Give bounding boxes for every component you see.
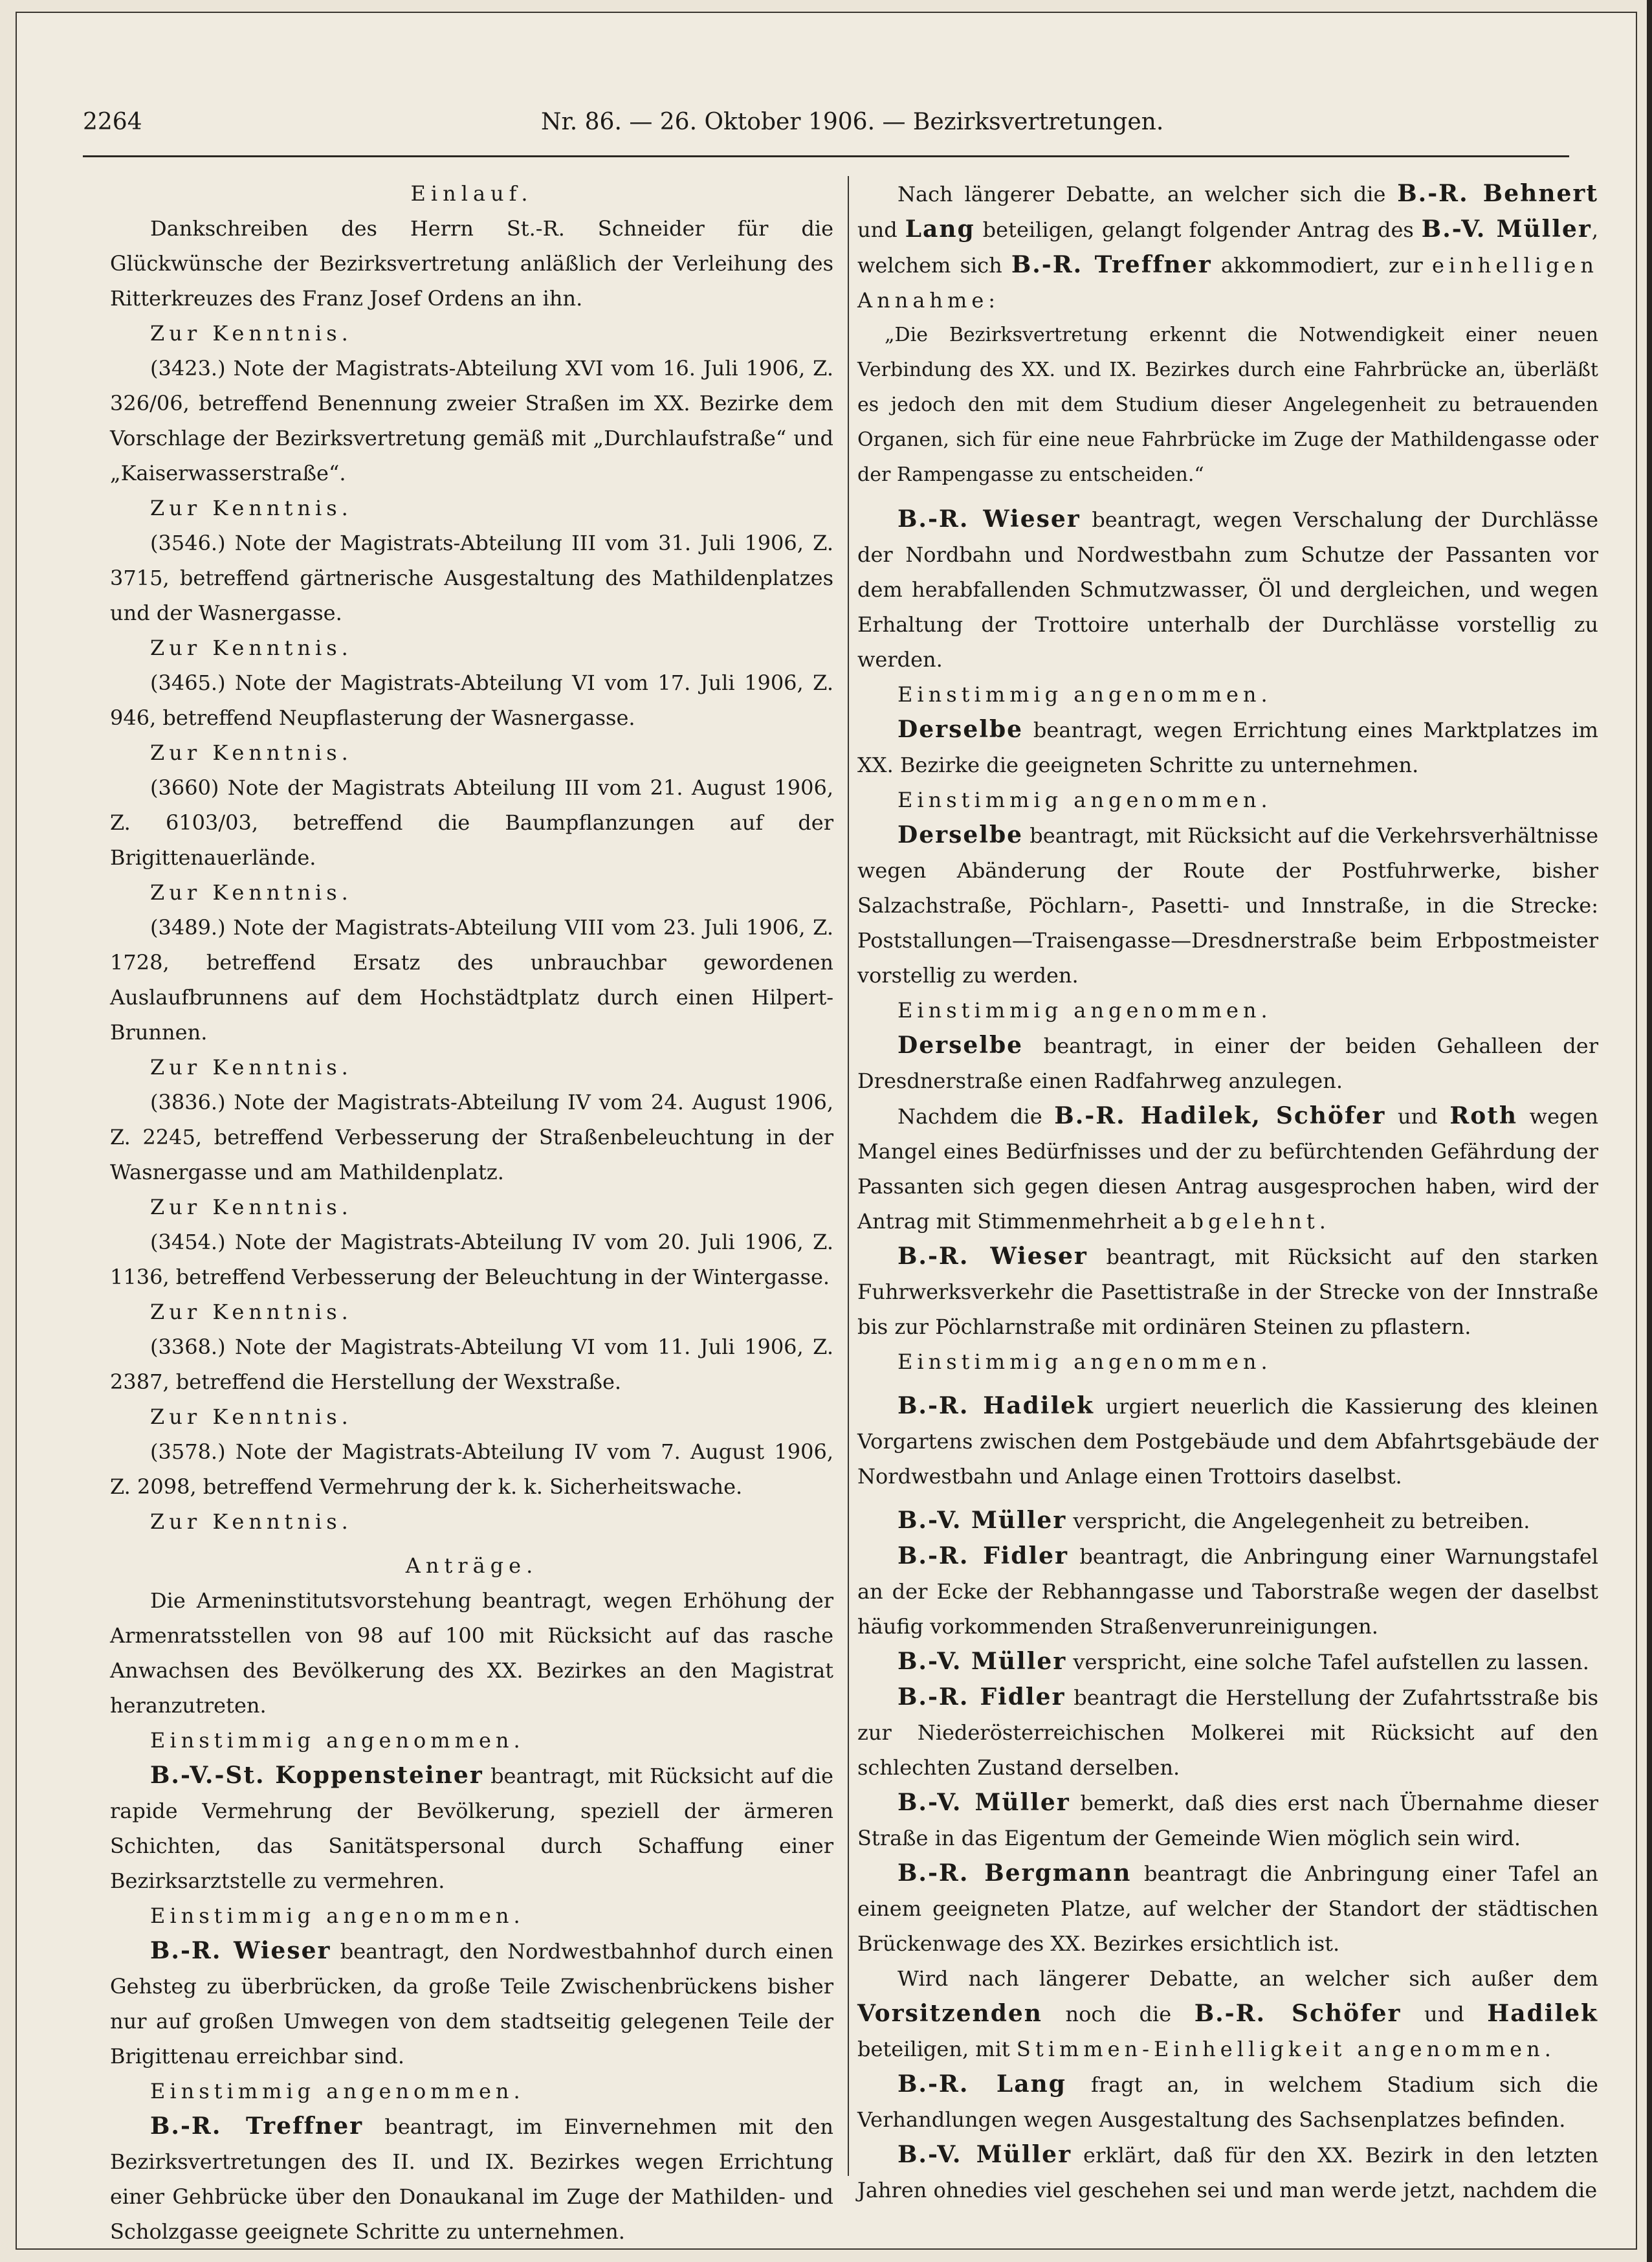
antrag-brueckenwage bbox=[857, 1856, 1598, 1961]
scan-edge bbox=[1647, 0, 1652, 2262]
text-run: und bbox=[857, 217, 905, 242]
antrag-text: beantragt, mit Rücksicht auf die rapide Vermehrung der Bevölkerung, speziell der ärmeren Schichten, das Sanitätspersonal durch Schaffung einer Bezirksarztstelle zu vermehren. bbox=[110, 1764, 833, 1893]
speaker-name: B.-R. Treffner bbox=[150, 2112, 364, 2140]
result-line: Einstimmig angenommen. bbox=[898, 1349, 1272, 1374]
antrag-text: beantragt, wegen Verschalung der Durchlässe der Nordbahn und Nordwestbahn zum Schutze der Passanten vor dem herabfallenden Schmutzwasser, Öl und dergleichen, und wegen Erhaltung der Trottoire unterhalb der Durchlässe vorstellig zu werden. bbox=[857, 507, 1599, 672]
text-run: Nachdem die bbox=[898, 1104, 1055, 1129]
text-run: beteiligen, gelangt folgender Antrag des bbox=[975, 217, 1422, 242]
antrag-radfahrweg bbox=[857, 1028, 1598, 1098]
left-column bbox=[110, 176, 833, 2249]
text-run: noch die bbox=[1042, 2002, 1195, 2026]
kenntnis-line: Zur Kenntnis. bbox=[150, 1509, 353, 1534]
note-3660: (3660) Note der Magistrats Abteilung III vom 21. August 1906, Z. 6103/03, betreffend die Baumpflanzungen auf der Brigittenauerlände. bbox=[110, 775, 833, 870]
result-line: Einstimmig angenommen. bbox=[150, 1728, 525, 1753]
result-spaced: abgelehnt. bbox=[1173, 1209, 1330, 1234]
kenntnis-line: Zur Kenntnis. bbox=[150, 740, 353, 765]
speaker-name: B.-R. Wieser bbox=[898, 505, 1081, 533]
speaker-name: B.-R. Bergmann bbox=[898, 1859, 1132, 1887]
abstimmung-brueckenwage bbox=[857, 1961, 1598, 2067]
kenntnis-line: Zur Kenntnis. bbox=[150, 496, 353, 520]
debatte-fahrbruecke bbox=[857, 176, 1598, 318]
speaker-name: Lang bbox=[905, 216, 975, 243]
antrag-text: beantragt, im Einvernehmen mit den Bezirksvertretungen des II. und IX. Bezirkes wegen Errichtung einer Gehbrücke über den Donaukanal im Zuge der Mathilden- und Scholzgasse geeignete Schritte zu unternehmen. bbox=[110, 2114, 834, 2244]
result-line: Einstimmig angenommen. bbox=[150, 2079, 525, 2103]
speaker-name: B.-R. Treffner bbox=[1011, 251, 1212, 278]
speaker-name: B.-R. Behnert bbox=[1397, 180, 1598, 207]
result-line: Einstimmig angenommen. bbox=[898, 788, 1272, 812]
result-line: Einstimmig angenommen. bbox=[150, 1903, 525, 1928]
antrag-text: beantragt, den Nordwestbahnhof durch einen Gehsteg zu überbrücken, da große Teile Zwischenbrückens bisher nur auf großen Umwegen von dem stadtseitig gelegenen Teile der Brigittenau erreichbar sind. bbox=[110, 1939, 834, 2068]
antrag-text: verspricht, die Angelegenheit zu betreiben. bbox=[1066, 1509, 1530, 1533]
antrag-text: verspricht, eine solche Tafel aufstellen zu lassen. bbox=[1066, 1650, 1589, 1674]
running-head: Nr. 86. — 26. Oktober 1906. — Bezirksvertretungen. bbox=[541, 109, 1164, 135]
antrag-text: beantragt, in einer der beiden Gehalleen der Dresdnerstraße einen Radfahrweg anzulegen. bbox=[857, 1034, 1598, 1093]
antrag-text: bemerkt, daß dies erst nach Übernahme dieser Straße in das Eigentum der Gemeinde Wien möglich sein wird. bbox=[857, 1791, 1599, 1850]
antrag-warnungstafel bbox=[857, 1538, 1598, 1644]
text-run: beteiligen, mit bbox=[857, 2037, 1017, 2061]
kenntnis-line: Zur Kenntnis. bbox=[150, 1195, 353, 1219]
speaker-name: B.-V. Müller bbox=[898, 1648, 1067, 1675]
speaker-name: B.-V. Müller bbox=[898, 1789, 1070, 1816]
speaker-name: B.-V.-St. Koppensteiner bbox=[150, 1762, 483, 1789]
antrag-armeninstitut: Die Armeninstitutsvorstehung beantragt, wegen Erhöhung der Armenratsstellen von 98 auf 100 mit Rücksicht auf das rasche Anwachsen des Bevölkerung des XX. Bezirkes an den Magistrat heranzutreten. bbox=[110, 1588, 833, 1718]
speaker-name: Hadilek bbox=[1487, 2000, 1598, 2027]
text-run: Wird nach längerer Debatte, an welcher sich außer dem bbox=[898, 1966, 1598, 1991]
speaker-name: B.-R. Hadilek bbox=[898, 1392, 1094, 1419]
right-column bbox=[857, 176, 1598, 2208]
note-3836: (3836.) Note der Magistrats-Abteilung IV vom 24. August 1906, Z. 2245, betreffend Verbesserung der Straßenbeleuchtung in der Wasnergasse und am Mathildenplatz. bbox=[110, 1090, 833, 1184]
column-rule bbox=[848, 176, 849, 2176]
text-run: wegen Mangel eines Bedürfnisses und der zu befürchtenden Gefährdung der Passanten sich gegen diesen Antrag ausgesprochen haben, wird der Antrag mit Stimmenmehrheit bbox=[857, 1104, 1599, 1234]
antrag-wieser-durchlaesse bbox=[857, 502, 1598, 677]
speaker-name: B.-R. Wieser bbox=[898, 1243, 1088, 1270]
antrag-wieser-gehsteg bbox=[110, 1933, 833, 2074]
antrag-treffner bbox=[110, 2109, 833, 2249]
text-run: akkommodiert, zur bbox=[1211, 253, 1432, 278]
result-line: Einstimmig angenommen. bbox=[898, 682, 1272, 707]
antrag-text: beantragt die Anbringung einer Tafel an einem geeigneten Platze, auf welcher der Standort der städtischen Brückenwage des XX. Bezirkes ersichtlich ist. bbox=[857, 1861, 1599, 1956]
antrag-text: beantragt, die Anbringung einer Warnungstafel an der Ecke der Rebhanngasse und Taborstraße wegen der daselbst häufig vorkommenden Straßenverunreinigungen. bbox=[857, 1544, 1599, 1639]
speaker-name: Derselbe bbox=[898, 821, 1024, 848]
resolution-quote: „Die Bezirksvertretung erkennt die Notwendigkeit einer neuen Verbindung des XX. und IX. Bezirkes durch eine Fahrbrücke an, überläßt es jedoch den mit dem Studium dieser Angelegenheit zu betrauenden Organen, sich für eine neue Fahrbrücke im Zuge der Mathildengasse oder der Rampengasse zu entscheiden.“ bbox=[857, 324, 1598, 486]
antrag-marktplatz bbox=[857, 712, 1598, 782]
speaker-name: Derselbe bbox=[898, 1032, 1024, 1059]
antrag-text: fragt an, in welchem Stadium sich die Verhandlungen wegen Ausgestaltung des Sachsenplatzes befinden. bbox=[857, 2072, 1598, 2132]
antwort-mueller-2 bbox=[857, 1644, 1598, 1680]
antrag-text: beantragt, mit Rücksicht auf den starken Fuhrwerksverkehr die Pasettistraße in der Strecke von der Innstraße bis zur Pöchlarnstraße mit ordinären Steinen zu pflastern. bbox=[857, 1245, 1599, 1339]
speaker-name: Derselbe bbox=[898, 716, 1024, 743]
speaker-name: B.-R. Schöfer bbox=[1194, 2000, 1402, 2027]
note-3578: (3578.) Note der Magistrats-Abteilung IV vom 7. August 1906, Z. 2098, betreffend Vermehrung der k. k. Sicherheitswache. bbox=[110, 1439, 833, 1499]
speaker-name: Vorsitzenden bbox=[857, 2000, 1042, 2027]
urgenz-vorgarten bbox=[857, 1388, 1598, 1494]
paragraph-dank: Dankschreiben des Herrn St.-R. Schneider für die Glückwünsche der Bezirksvertretung anläßlich der Verleihung des Ritterkreuzes des Franz Josef Ordens an ihn. bbox=[110, 216, 833, 311]
antrag-text: urgiert neuerlich die Kassierung des kleinen Vorgartens zwischen dem Postgebäude und dem Abfahrtsgebäude der Nordwestbahn und Anlage einen Trottoirs daselbst. bbox=[857, 1394, 1598, 1489]
antrag-koppensteiner bbox=[110, 1758, 833, 1898]
text-run: Nach längerer Debatte, an welcher sich die bbox=[898, 182, 1398, 206]
header-rule bbox=[83, 155, 1569, 157]
abstimmung-radfahrweg bbox=[857, 1098, 1598, 1239]
note-3489: (3489.) Note der Magistrats-Abteilung VIII vom 23. Juli 1906, Z. 1728, betreffend Ersatz des unbrauchbar gewordenen Auslaufbrunnens auf dem Hochstädtplatz durch einen Hilpert-Brunnen. bbox=[110, 915, 833, 1045]
antwort-mueller-3 bbox=[857, 1785, 1598, 1856]
kenntnis-line: Zur Kenntnis. bbox=[150, 1404, 353, 1429]
kenntnis-line: Zur Kenntnis. bbox=[150, 1300, 353, 1324]
speaker-name: B.-R. Hadilek, Schöfer bbox=[1054, 1102, 1386, 1129]
speaker-name: B.-R. Wieser bbox=[150, 1937, 331, 1964]
speaker-name: B.-R. Fidler bbox=[898, 1542, 1069, 1569]
text-run: , welchem sich bbox=[857, 217, 1599, 278]
einlauf-heading: Einlauf. bbox=[410, 181, 533, 206]
antrag-pasettistrasse bbox=[857, 1239, 1598, 1344]
result-line: Einstimmig angenommen. bbox=[898, 998, 1272, 1023]
antrag-text: erklärt, daß für den XX. Bezirk in den letzten Jahren ohnedies viel geschehen sei und man werde jetzt, nachdem die bbox=[857, 2143, 1599, 2202]
speaker-name: B.-V. Müller bbox=[1421, 216, 1592, 243]
note-3423: (3423.) Note der Magistrats-Abteilung XVI vom 16. Juli 1906, Z. 326/06, betreffend Benennung zweier Straßen im XX. Bezirke dem Vorschlage der Bezirksvertretung gemäß mit „Durchlaufstraße“ und „Kaiserwasserstraße“. bbox=[110, 356, 833, 485]
antrag-postfuhrwerke bbox=[857, 817, 1598, 993]
speaker-name: B.-V. Müller bbox=[898, 1507, 1067, 1534]
antrag-zufahrtsstrasse bbox=[857, 1680, 1598, 1785]
speaker-name: Roth bbox=[1449, 1102, 1518, 1129]
speaker-name: B.-R. Lang bbox=[898, 2070, 1066, 2098]
note-3454: (3454.) Note der Magistrats-Abteilung IV vom 20. Juli 1906, Z. 1136, betreffend Verbesserung der Beleuchtung in der Wintergasse. bbox=[110, 1230, 833, 1289]
antwort-mueller-4 bbox=[857, 2137, 1598, 2208]
speaker-name: B.-V. Müller bbox=[898, 2141, 1072, 2168]
antrag-text: beantragt die Herstellung der Zufahrtsstraße bis zur Niederösterreichischen Molkerei mit Rücksicht auf den schlechten Zustand derselben. bbox=[857, 1685, 1599, 1780]
result-spaced: einhelligen Annahme: bbox=[857, 253, 1599, 313]
antrag-text: beantragt, wegen Errichtung eines Marktplatzes im XX. Bezirke die geeigneten Schritte zu unternehmen. bbox=[857, 718, 1598, 777]
result-spaced: Stimmen-Einhelligkeit angenommen. bbox=[1016, 2037, 1556, 2061]
text-run: und bbox=[1401, 2002, 1488, 2026]
note-3465: (3465.) Note der Magistrats-Abteilung VI vom 17. Juli 1906, Z. 946, betreffend Neupflasterung der Wasnergasse. bbox=[110, 671, 833, 730]
antraege-heading: Anträge. bbox=[405, 1553, 538, 1578]
note-3368: (3368.) Note der Magistrats-Abteilung VI vom 11. Juli 1906, Z. 2387, betreffend die Herstellung der Wexstraße. bbox=[110, 1335, 833, 1394]
note-3546: (3546.) Note der Magistrats-Abteilung III vom 31. Juli 1906, Z. 3715, betreffend gärtnerische Ausgestaltung des Mathildenplatzes und der Wasnergasse. bbox=[110, 531, 833, 625]
kenntnis-line: Zur Kenntnis. bbox=[150, 321, 353, 346]
kenntnis-line: Zur Kenntnis. bbox=[150, 636, 353, 660]
page-number: 2264 bbox=[83, 109, 142, 135]
antrag-text: beantragt, mit Rücksicht auf die Verkehrsverhältnisse wegen Abänderung der Route der Postfuhrwerke, bisher Salzachstraße, Pöchlarn-, Pasetti- und Innstraße, in die Strecke: Poststallungen—Traisengasse—Dresdnerstraße beim Erbpostmeister vorstellig zu werden. bbox=[857, 823, 1598, 988]
antwort-mueller-1 bbox=[857, 1503, 1598, 1538]
text-run: und bbox=[1385, 1104, 1450, 1129]
kenntnis-line: Zur Kenntnis. bbox=[150, 1055, 353, 1080]
anfrage-sachsenplatz bbox=[857, 2067, 1598, 2137]
kenntnis-line: Zur Kenntnis. bbox=[150, 880, 353, 905]
speaker-name: B.-R. Fidler bbox=[898, 1683, 1066, 1711]
